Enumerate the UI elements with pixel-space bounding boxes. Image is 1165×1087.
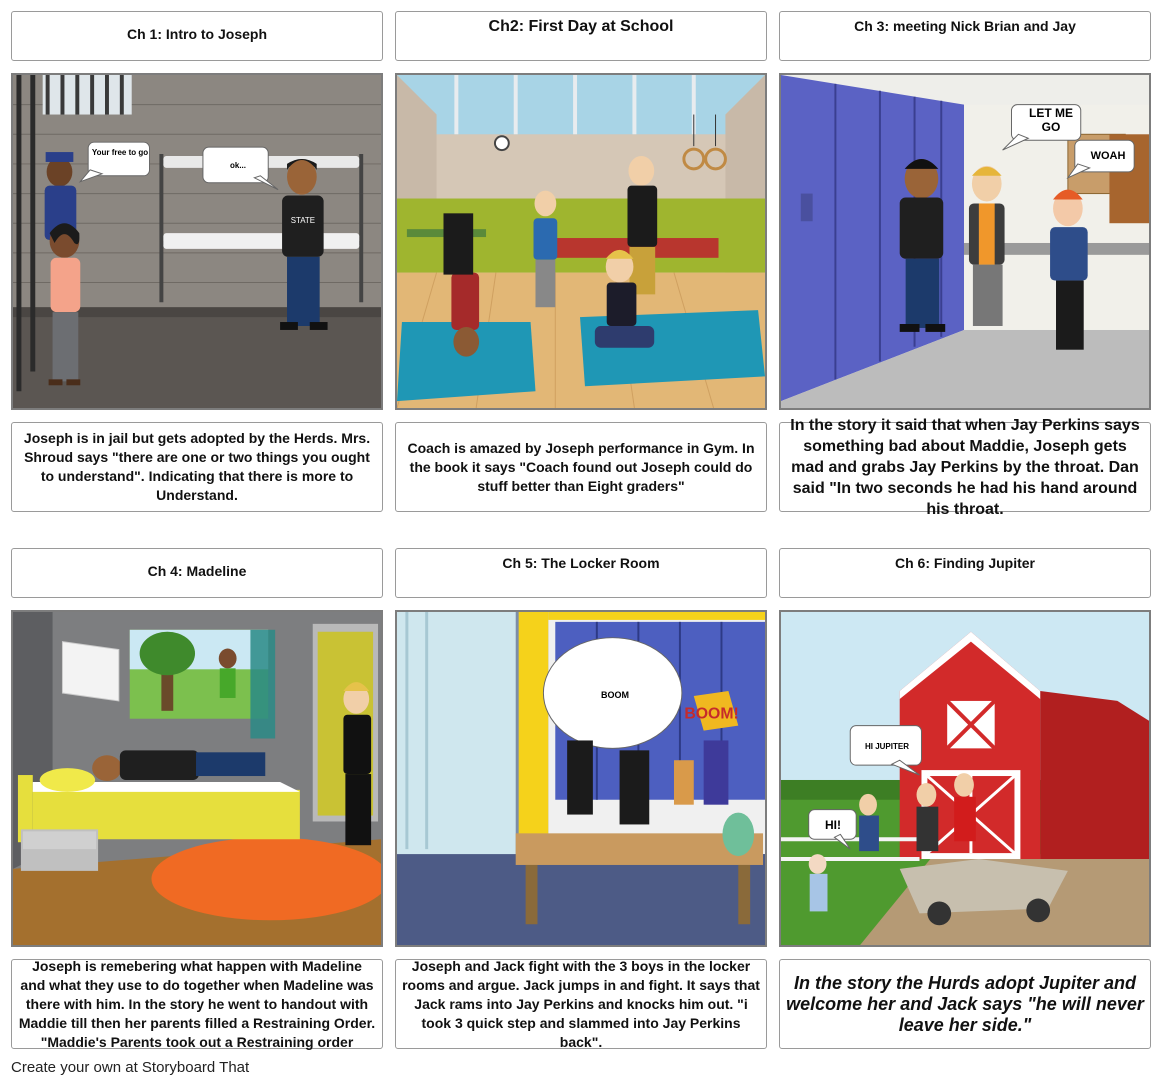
panel-5-caption: Joseph and Jack fight with the 3 boys in the locker rooms and argue. Jack jumps in and fight. It says that Jack rams into Jay Perkins and knocks him out. "i took 3 quick step and slammed into Jay Perkins back". bbox=[395, 959, 767, 1049]
panel-6-caption: In the story the Hurds adopt Jupiter and welcome her and Jack says "he will never leave her side." bbox=[779, 959, 1151, 1049]
speech-bubble-text: Your free to go bbox=[91, 148, 149, 157]
panel-3-caption: In the story it said that when Jay Perkins says something bad about Maddie, Joseph gets mad and grabs Jay Perkins by the throat. Dan said "In two seconds he had his hand around his throat. bbox=[779, 422, 1151, 512]
panel-4-caption: Joseph is remebering what happen with Madeline and what they use to do together when Madeline was there with him. In the story he went to handout with Maddie till then her parents filled a Restraining Order. "Maddie's Parents took out a Restraining order bbox=[11, 959, 383, 1049]
panel-4-scene bbox=[11, 610, 383, 947]
speech-bubble-text: HI! bbox=[825, 818, 841, 832]
panel-2-caption: Coach is amazed by Joseph performance in Gym. In the book it says "Coach found out Joseph could do stuff better than Eight graders" bbox=[395, 422, 767, 512]
panel-3-scene bbox=[779, 73, 1151, 410]
speech-bubble-text: WOAH bbox=[1090, 150, 1126, 162]
speech-bubble-text: BOOM bbox=[601, 690, 629, 700]
panel-1-scene bbox=[11, 73, 383, 410]
panel-5-scene bbox=[395, 610, 767, 947]
panel-2-scene bbox=[395, 73, 767, 410]
panel-6-title: Ch 6: Finding Jupiter bbox=[779, 548, 1151, 598]
speech-bubble-text: LET ME GO bbox=[1029, 106, 1073, 134]
panel-5-title: Ch 5: The Locker Room bbox=[395, 548, 767, 598]
panel-2-title: Ch2: First Day at School bbox=[395, 11, 767, 61]
speech-bubble-text: HI JUPITER bbox=[864, 742, 909, 751]
panel-1-caption: Joseph is in jail but gets adopted by the Herds. Mrs. Shroud says "there are one or two things you ought to understand". Indicating that there is more to Understand. bbox=[11, 422, 383, 512]
panel-6-scene bbox=[779, 610, 1151, 947]
speech-bubble-text: ok... bbox=[229, 161, 246, 170]
storyboard-footer-link[interactable]: Create your own at Storyboard That bbox=[11, 1059, 250, 1076]
panel-4-title: Ch 4: Madeline bbox=[11, 548, 383, 598]
svg-text:STATE: STATE bbox=[290, 216, 315, 226]
panel-3-title: Ch 3: meeting Nick Brian and Jay bbox=[779, 11, 1151, 61]
boom-sound-text: BOOM! bbox=[684, 705, 739, 723]
panel-1-title: Ch 1: Intro to Joseph bbox=[11, 11, 383, 61]
